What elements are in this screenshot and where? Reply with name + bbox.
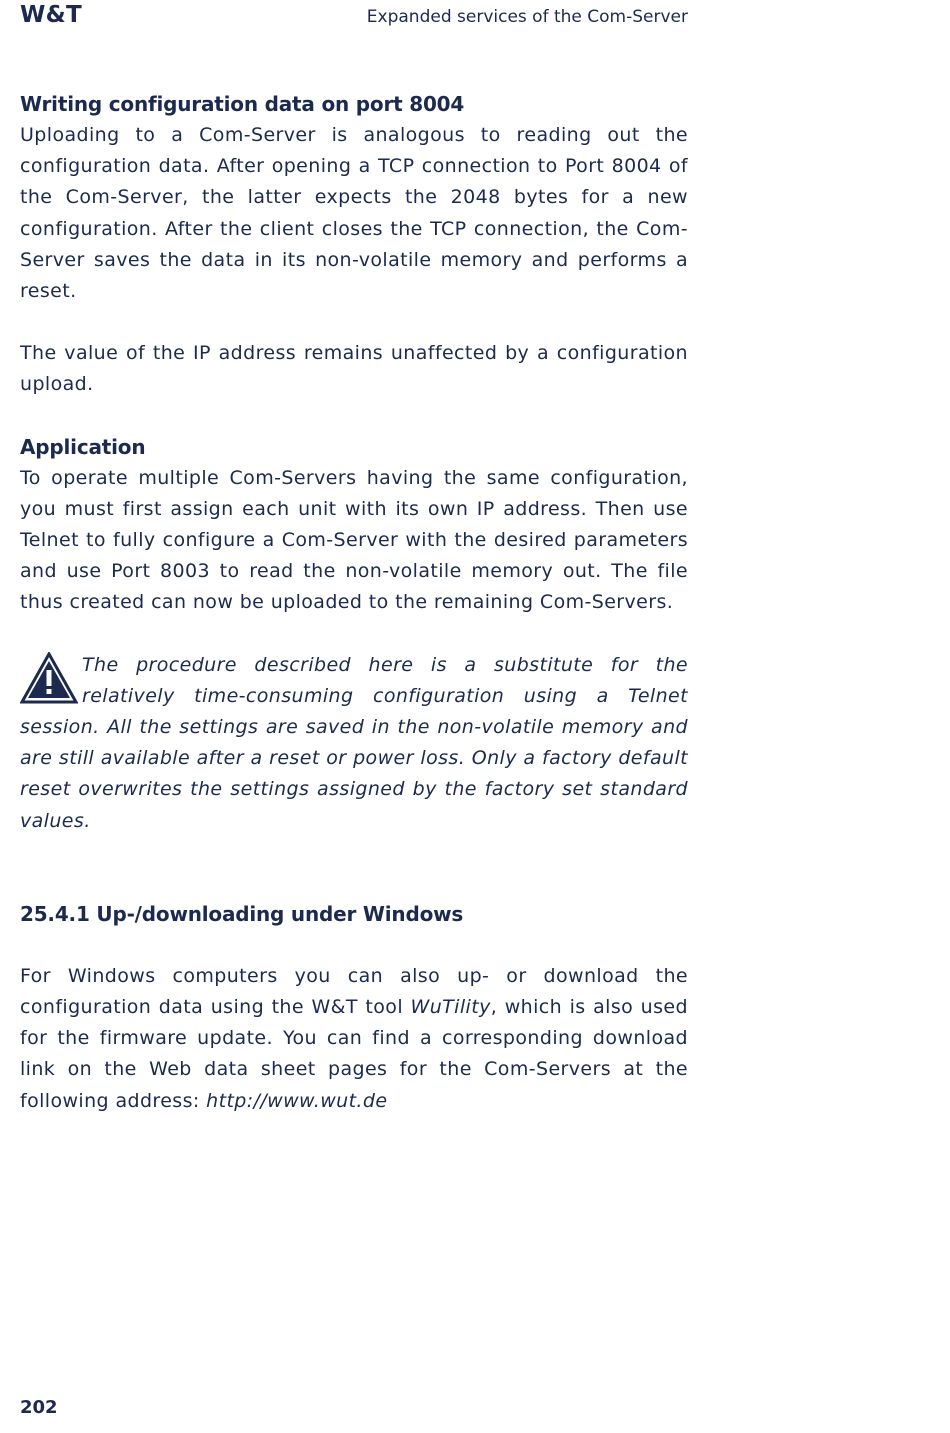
writing-paragraph-2: The value of the IP address remains unaffected by a configuration upload. (20, 342, 688, 396)
windows-text-start: For Windows computers you can also up- or download the configuration data using the W&T tool (20, 964, 688, 1019)
windows-paragraph (20, 961, 688, 1117)
page-content (20, 89, 688, 1117)
section-heading-application: Application (20, 434, 146, 459)
writing-paragraph-1: Uploading to a Com-Server is analogous to reading out the configuration data. After opening a TCP connection to Port 8004 of the Com-Server, the latter expects the 2048 bytes for a new configuration. After the client closes the TCP connection, the Com-Server saves the data in its non-volatile memory and performs a reset. (20, 124, 688, 303)
page-number: 202 (20, 1397, 58, 1418)
wut-url-link[interactable]: http://www.wut.de (206, 1089, 388, 1112)
running-head: Expanded services of the Com-Server (366, 7, 688, 27)
tool-name: WuTility (410, 996, 491, 1019)
windows-text-end: , which is also used for the firmware update. You can find a corresponding download link on the Web data sheet pages for the Com-Servers at the following address: (20, 996, 688, 1112)
warning-note-text: The procedure described here is a substitute for the relatively time-consuming configuration using a Telnet session. All the settings are saved in the non-volatile memory and are still available after a reset or power loss. Only a factory default reset overwrites the settings assigned by the factory set standard values. (20, 653, 688, 832)
section-heading-writing: Writing configuration data on port 8004 (20, 92, 465, 116)
page-header (20, 0, 688, 40)
brand-logo: W&T (20, 2, 83, 28)
warning-note (20, 650, 688, 837)
section-heading-windows: 25.4.1 Up-/downloading under Windows (20, 901, 464, 926)
application-paragraph: To operate multiple Com-Servers having the same configuration, you must first assign each unit with its own IP address. Then use Telnet to fully configure a Com-Server with the desired parameters and use Port 8003 to read the non-volatile memory out. The file thus created can now be uploaded to the remaining Com-Servers. (20, 466, 688, 614)
